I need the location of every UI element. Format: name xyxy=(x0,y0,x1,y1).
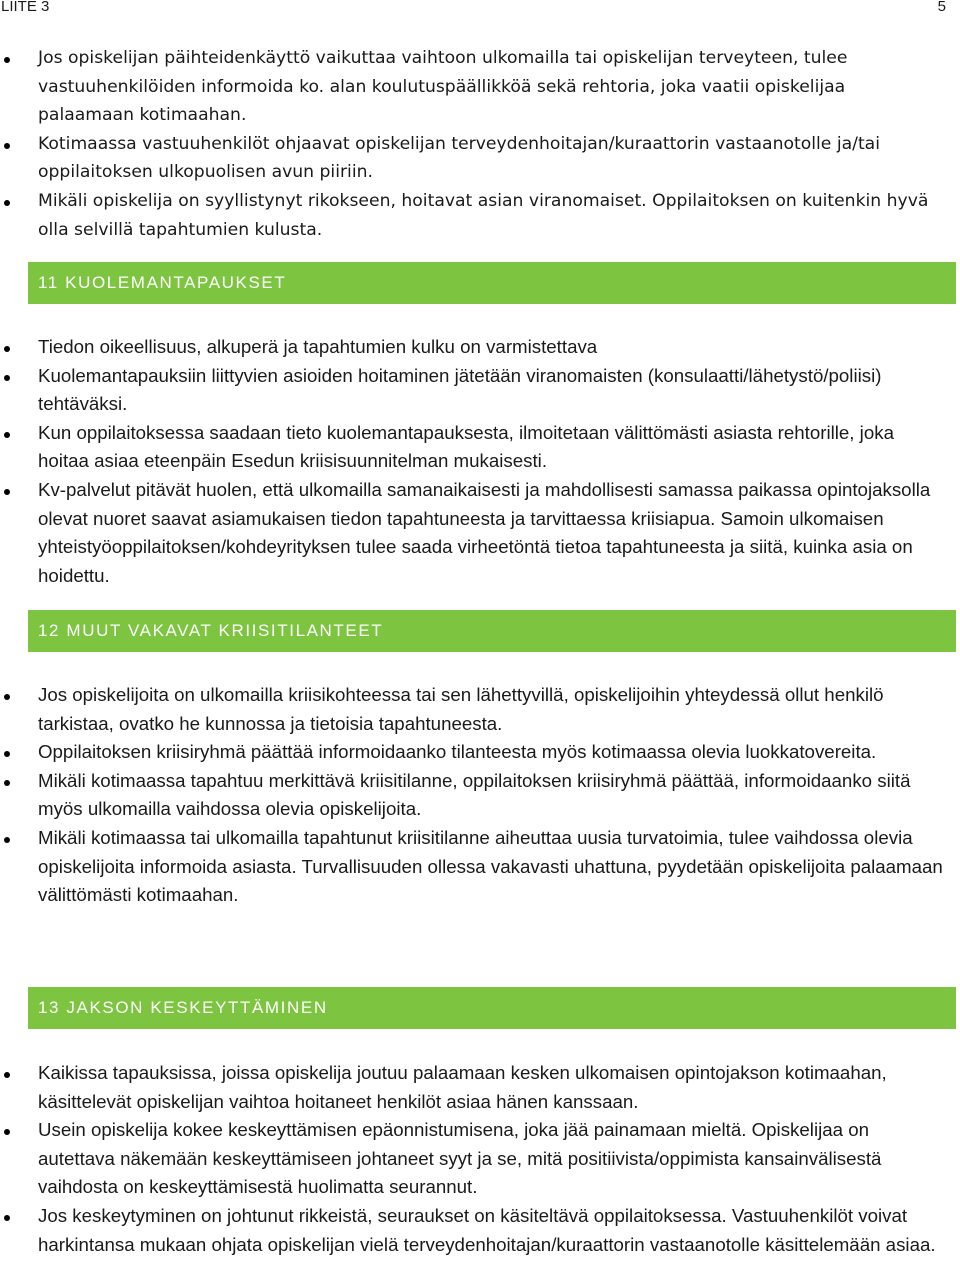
list-item xyxy=(0,333,960,362)
list-item xyxy=(0,362,960,419)
list-item-text: Mikäli kotimaassa tapahtuu merkittävä kriisitilanne, oppilaitoksen kriisiryhmä päättää, informoidaanko siitä myös ulkomailla vaihdossa olevia opiskelijoita. xyxy=(38,769,911,820)
section-11-list xyxy=(0,333,960,590)
list-item-text: Mikäli opiskelija on syyllistynyt rikokseen, hoitavat asian viranomaiset. Oppilaitoksen on kuitenkin hyvä olla selvillä tapahtumien kulusta. xyxy=(38,190,929,240)
list-item xyxy=(0,1202,960,1259)
section-heading: 12 MUUT VAKAVAT KRIISITILANTEET xyxy=(38,621,384,640)
list-item xyxy=(0,130,960,187)
bullet-icon xyxy=(4,346,10,352)
bullet-icon xyxy=(4,489,10,495)
section-heading: 13 JAKSON KESKEYTTÄMINEN xyxy=(38,998,328,1017)
section-13-list xyxy=(0,1059,960,1259)
bullet-icon xyxy=(4,751,10,757)
bullet-icon xyxy=(4,780,10,786)
list-item-text: Kun oppilaitoksessa saadaan tieto kuolemantapauksesta, ilmoitetaan välittömästi asiasta rehtorille, joka hoitaa asiaa eteenpäin Esedun kriisisuunnitelman mukaisesti. xyxy=(38,421,894,472)
list-item xyxy=(0,1116,960,1202)
bullet-icon xyxy=(4,432,10,438)
bullet-icon xyxy=(4,1072,10,1078)
list-item xyxy=(0,767,960,824)
list-item-text: Usein opiskelija kokee keskeyttämisen epäonnistumisena, joka jää painamaan mieltä. Opiskelijaa on autettava näkemään keskeyttämiseen johtaneet syyt ja se, mitä positiivista/oppimista kansainvälisestä vaihdosta on keskeyttämisestä huolimatta seurannut. xyxy=(38,1119,882,1198)
section-heading: 11 KUOLEMANTAPAUKSET xyxy=(38,273,287,292)
list-item-text: Jos opiskelijoita on ulkomailla kriisikohteessa tai sen lähettyvillä, opiskelijoihin yhteydessä ollut henkilö tarkistaa, ovatko he kunnossa ja tietoisia tapahtuneesta. xyxy=(38,684,884,734)
list-item-text: Mikäli kotimaassa tai ulkomailla tapahtunut kriisitilanne aiheuttaa uusia turvatoimia, tulee vaihdossa olevia opiskelijoita informoida asiasta. Turvallisuuden ollessa vakavasti uhattuna, pyydetään opiskelijoita palaamaan välittömästi kotimaahan. xyxy=(38,826,943,906)
list-item-text: Jos keskeytyminen on johtunut rikkeistä, seuraukset on käsiteltävä oppilaitoksessa. Vastuuhenkilöt voivat harkintansa mukaan ohjata opiskelijan vielä terveydenhoitajan/kuraattorin vastaanotolle käsittelemään asiaa. xyxy=(38,1204,936,1255)
bullet-icon xyxy=(4,57,10,63)
bullet-icon xyxy=(4,375,10,381)
list-item xyxy=(0,681,960,738)
page-number: 5 xyxy=(937,0,946,15)
list-item-text: Kv-palvelut pitävät huolen, että ulkomailla samanaikaisesti ja mahdollisesti samassa paikassa opintojaksolla olevat nuoret saavat asiamukaisen tiedon tapahtuneesta ja tarvittaessa kriisiapua. Samoin ulkomaisen yhteistyöoppilaitoksen/kohdeyrityksen tulee saada virheetöntä tietoa tapahtuneesta ja siitä, kuinka asia on hoidettu. xyxy=(38,478,931,586)
bullet-icon xyxy=(4,1129,10,1135)
list-item-text: Tiedon oikeellisuus, alkuperä ja tapahtumien kulku on varmistettava xyxy=(38,336,598,357)
list-item xyxy=(0,187,960,244)
section-heading-bar xyxy=(28,610,956,652)
bullet-icon xyxy=(4,143,10,149)
document-label: LIITE 3 xyxy=(1,0,50,15)
list-item-text: Jos opiskelijan päihteidenkäyttö vaikuttaa vaihtoon ulkomailla tai opiskelijan terveyteen, tulee vastuuhenkilöiden informoida ko. alan koulutuspäällikköä sekä rehtoria, joka vaatii opiskelijaa palaamaan kotimaahan. xyxy=(38,48,848,126)
list-item xyxy=(0,824,960,910)
section-12-list xyxy=(0,681,960,910)
list-item xyxy=(0,476,960,590)
bullet-icon xyxy=(4,1215,10,1221)
list-item xyxy=(0,1059,960,1116)
list-item xyxy=(0,419,960,476)
list-item-text: Oppilaitoksen kriisiryhmä päättää informoidaanko tilanteesta myös kotimaassa olevia luokkatovereita. xyxy=(38,741,877,763)
top-bullet-list xyxy=(0,44,960,244)
bullet-icon xyxy=(4,694,10,700)
bullet-icon xyxy=(4,837,10,843)
list-item-text: Kaikissa tapauksissa, joissa opiskelija joutuu palaamaan kesken ulkomaisen opintojakson kotimaahan, käsittelevät opiskelijan vaihtoa hoitaneet henkilöt asiaa hänen kanssaan. xyxy=(38,1062,887,1112)
section-heading-bar xyxy=(28,262,956,304)
page-header xyxy=(0,0,960,20)
bullet-icon xyxy=(4,200,10,206)
section-heading-bar xyxy=(28,987,956,1029)
list-item-text: Kotimaassa vastuuhenkilöt ohjaavat opiskelijan terveydenhoitajan/kuraattorin vastaanotolle ja/tai oppilaitoksen ulkopuolisen avun piiriin. xyxy=(38,133,880,183)
list-item xyxy=(0,738,960,767)
list-item-text: Kuolemantapauksiin liittyvien asioiden hoitaminen jätetään viranomaisten (konsulaatti/lähetystö/poliisi) tehtäväksi. xyxy=(38,364,882,415)
list-item xyxy=(0,44,960,130)
